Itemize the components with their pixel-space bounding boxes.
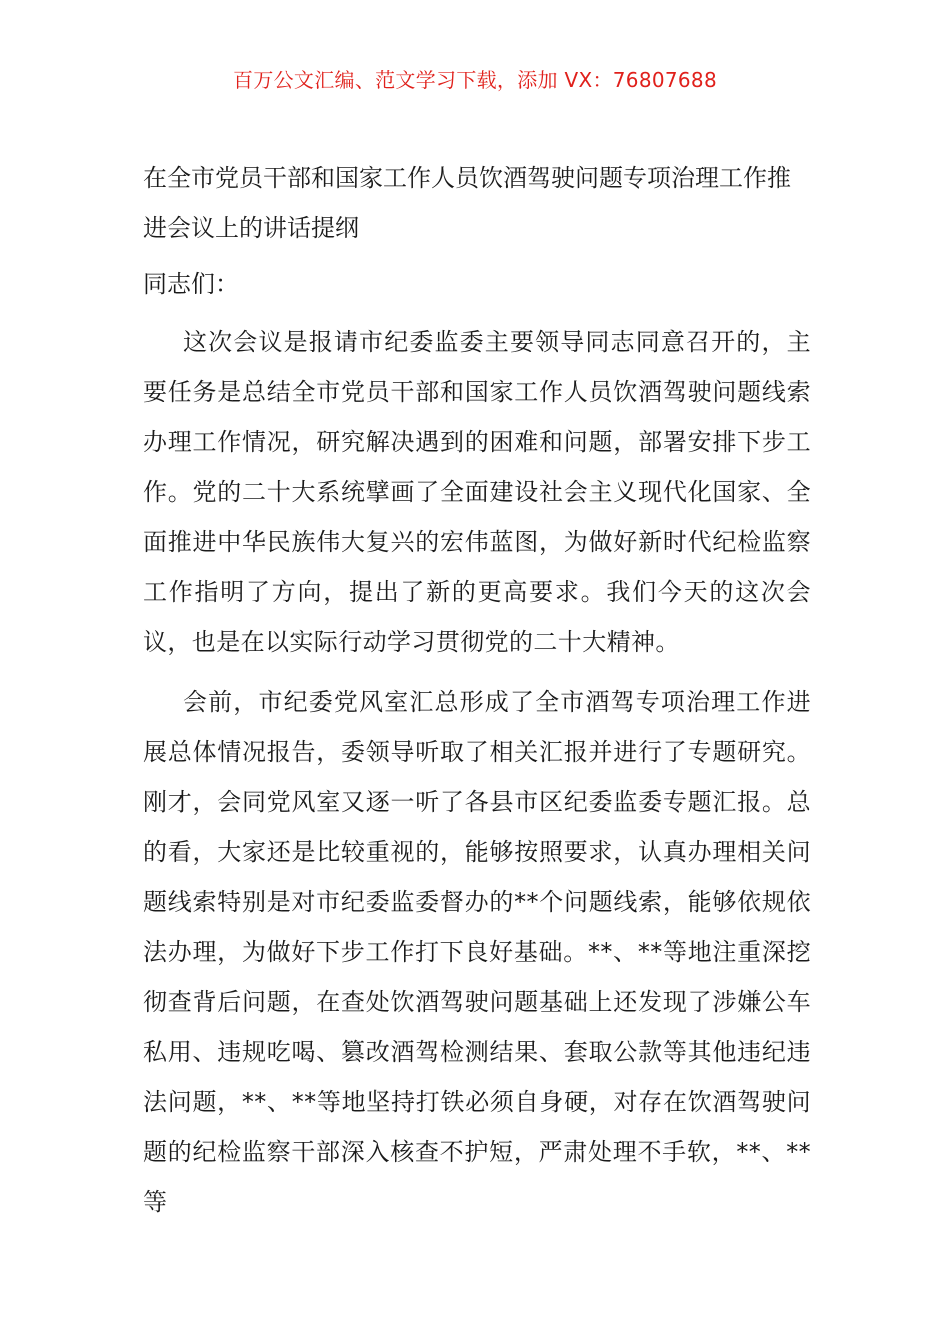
salutation: 同志们：: [143, 270, 239, 298]
document-title: 在全市党员干部和国家工作人员饮酒驾驶问题专项治理工作推进会议上的讲话提纲: [143, 164, 791, 242]
watermark-header: 百万公文汇编、范文学习下载，添加 VX：76807688: [233, 68, 717, 92]
document-body: [143, 153, 811, 1237]
paragraph-2: 会前，市纪委党风室汇总形成了全市酒驾专项治理工作进展总体情况报告，委领导听取了相关汇报并进行了专题研究。刚才，会同党风室又逐一听了各县市区纪委监委专题汇报。总的看，大家还是比较重视的，能够按照要求，认真办理相关问题线索特别是对市纪委监委督办的**个问题线索，能够依规依法办理，为做好下步工作打下良好基础。**、**等地注重深挖彻查背后问题，在查处饮酒驾驶问题基础上还发现了涉嫌公车私用、违规吃喝、篡改酒驾检测结果、套取公款等其他违纪违法问题，**、**等地坚持打铁必须自身硬，对存在饮酒驾驶问题的纪检监察干部深入核查不护短，严肃处理不手软，**、**等: [143, 688, 811, 1216]
paragraph-1: 这次会议是报请市纪委监委主要领导同志同意召开的，主要任务是总结全市党员干部和国家工作人员饮酒驾驶问题线索办理工作情况，研究解决遇到的困难和问题，部署安排下步工作。党的二十大系统擘画了全面建设社会主义现代化国家、全面推进中华民族伟大复兴的宏伟蓝图，为做好新时代纪检监察工作指明了方向，提出了新的更高要求。我们今天的这次会议，也是在以实际行动学习贯彻党的二十大精神。: [143, 328, 811, 656]
